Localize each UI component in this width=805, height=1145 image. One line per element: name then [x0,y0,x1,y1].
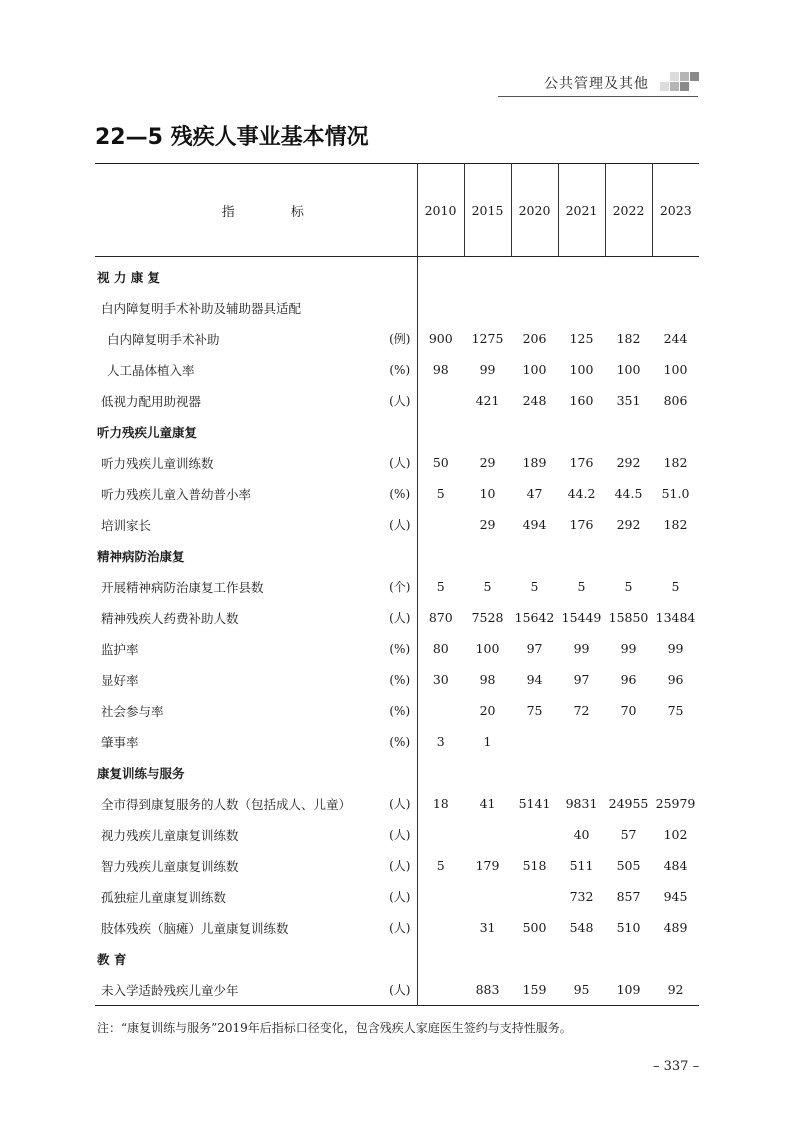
value-cell [417,881,464,912]
value-cell: 732 [569,889,594,904]
table-row [95,571,699,602]
value-cell [605,416,652,447]
section-label: 康复训练与服务 [97,765,185,781]
statistics-table [95,163,699,1006]
value-cell [511,726,558,757]
value-cell: 548 [569,920,594,935]
value-cell: 99 [620,641,637,656]
table-row [95,664,699,695]
value-cell: 99 [667,641,684,656]
unit-label: (人) [389,828,411,842]
indicator-label: 社会参与率 [101,703,164,719]
indicator-label: 听力残疾儿童入普幼普小率 [101,486,252,502]
value-cell: 900 [417,323,464,354]
table-row [95,974,699,1006]
value-cell: 100 [663,362,688,377]
indicator-label: 未入学适龄残疾儿童少年 [101,982,239,998]
value-cell: 292 [616,517,641,532]
value-cell [652,726,699,757]
value-cell [511,943,558,974]
value-cell: 109 [616,982,641,997]
value-cell: 5 [624,579,633,594]
value-cell [417,509,464,540]
unit-label: (%) [389,486,411,501]
section-row [95,540,699,571]
value-cell [417,416,464,447]
value-cell [464,881,511,912]
value-cell: 97 [526,641,543,656]
value-cell [558,292,605,323]
value-cell: 806 [663,393,688,408]
indicator-label: 全市得到康复服务的人数（包括成人、儿童） [101,796,352,812]
value-cell: 883 [475,982,500,997]
section-label: 视 力 康 复 [97,269,161,285]
value-cell [558,257,605,293]
running-head-rule [498,96,698,97]
value-cell: 99 [479,362,496,377]
value-cell: 511 [569,858,594,873]
value-cell [605,292,652,323]
value-cell: 176 [569,517,594,532]
value-cell [605,726,652,757]
unit-label: (%) [389,672,411,687]
unit-label: (人) [389,518,411,532]
value-cell: 182 [663,455,688,470]
value-cell [417,695,464,726]
value-cell: 47 [526,486,543,501]
section-label: 教 育 [97,951,127,967]
value-cell [417,974,464,1006]
value-cell [605,540,652,571]
value-cell: 292 [616,455,641,470]
indicator-header: 指 标 [221,204,330,220]
value-cell: 244 [663,331,688,346]
unit-label [383,540,417,571]
value-cell: 182 [616,331,641,346]
year-header: 2020 [511,164,558,257]
value-cell [464,540,511,571]
indicator-label: 白内障复明手术补助 [107,331,220,347]
value-cell: 494 [522,517,547,532]
value-cell: 100 [616,362,641,377]
value-cell: 44.2 [567,486,596,501]
unit-label [383,416,417,447]
value-cell: 40 [573,827,590,842]
value-cell [511,257,558,293]
value-cell [511,540,558,571]
value-cell: 51.0 [661,486,690,501]
value-cell: 351 [616,393,641,408]
value-cell: 159 [522,982,547,997]
indicator-label: 显好率 [101,672,139,688]
value-cell [511,881,558,912]
value-cell [417,385,464,416]
value-cell: 100 [522,362,547,377]
value-cell: 5 [417,571,464,602]
unit-label: (例) [389,332,411,346]
value-cell [464,416,511,447]
value-cell: 20 [479,703,496,718]
value-cell: 41 [479,796,496,811]
value-cell [464,943,511,974]
value-cell: 24955 [608,796,649,811]
value-cell: 179 [475,858,500,873]
table-row [95,292,699,323]
unit-label [383,943,417,974]
value-cell [417,540,464,571]
value-cell: 484 [663,858,688,873]
value-cell [558,757,605,788]
value-cell: 96 [620,672,637,687]
section-row [95,416,699,447]
value-cell [605,943,652,974]
value-cell: 5141 [518,796,551,811]
indicator-label: 精神残疾人药费补助人数 [101,610,239,626]
indicator-label: 智力残疾儿童康复训练数 [101,858,239,874]
value-cell: 3 [417,726,464,757]
year-header: 2021 [558,164,605,257]
section-row [95,943,699,974]
value-cell: 870 [417,602,464,633]
table-row [95,354,699,385]
value-cell: 176 [569,455,594,470]
value-cell [652,943,699,974]
table-row [95,881,699,912]
unit-label: (人) [389,890,411,904]
value-cell: 72 [573,703,590,718]
unit-label: (%) [389,734,411,749]
value-cell: 7528 [471,610,504,625]
value-cell: 182 [663,517,688,532]
unit-label [383,257,417,293]
value-cell [417,757,464,788]
indicator-label: 低视力配用助视器 [101,393,202,409]
unit-label: (人) [389,921,411,935]
value-cell: 92 [667,982,684,997]
value-cell: 98 [479,672,496,687]
unit-label [383,757,417,788]
indicator-label: 肢体残疾（脑瘫）儿童康复训练数 [101,920,289,936]
value-cell: 18 [417,788,464,819]
indicator-label: 听力残疾儿童训练数 [101,455,214,471]
value-cell: 489 [663,920,688,935]
value-cell: 13484 [655,610,696,625]
value-cell: 15642 [514,610,555,625]
section-row [95,257,699,293]
value-cell: 44.5 [614,486,643,501]
value-cell: 5 [530,579,539,594]
running-head-text: 公共管理及其他 [544,76,649,92]
value-cell: 1 [483,734,492,749]
year-header: 2023 [652,164,699,257]
table-row [95,912,699,943]
year-header: 2010 [417,164,464,257]
value-cell: 505 [616,858,641,873]
value-cell: 95 [573,982,590,997]
section-label: 精神病防治康复 [97,548,185,564]
value-cell: 100 [475,641,500,656]
value-cell: 248 [522,393,547,408]
value-cell [652,292,699,323]
value-cell: 125 [569,331,594,346]
table-row [95,323,699,354]
indicator-label: 白内障复明手术补助及辅助器具适配 [101,300,302,316]
table-body [95,257,699,1006]
indicator-label: 孤独症儿童康复训练数 [101,889,227,905]
indicator-label: 人工晶体植入率 [107,362,195,378]
value-cell: 10 [479,486,496,501]
value-cell: 29 [479,455,496,470]
value-cell [558,416,605,447]
value-cell [417,943,464,974]
table-row [95,633,699,664]
value-cell: 70 [620,703,637,718]
value-cell [652,540,699,571]
value-cell: 30 [417,664,464,695]
value-cell [464,819,511,850]
unit-label: (人) [389,983,411,997]
value-cell [605,757,652,788]
value-cell: 15449 [561,610,602,625]
value-cell: 98 [417,354,464,385]
value-cell: 5 [417,478,464,509]
value-cell: 206 [522,331,547,346]
unit-label: (人) [389,394,411,408]
value-cell: 421 [475,393,500,408]
indicator-label: 培训家长 [101,517,152,533]
indicator-label: 监护率 [101,641,139,657]
table-header-row [95,164,699,257]
value-cell: 510 [616,920,641,935]
table-row [95,385,699,416]
value-cell: 5 [577,579,586,594]
table-row [95,788,699,819]
value-cell [464,757,511,788]
value-cell [464,257,511,293]
value-cell: 29 [479,517,496,532]
section-label: 听力残疾儿童康复 [97,424,198,440]
unit-label: (%) [389,362,411,377]
table-row [95,726,699,757]
value-cell [652,257,699,293]
table-row [95,478,699,509]
unit-label: (%) [389,703,411,718]
section-row [95,757,699,788]
value-cell: 99 [573,641,590,656]
value-cell: 97 [573,672,590,687]
unit-label: (人) [389,859,411,873]
indicator-label: 开展精神病防治康复工作县数 [101,579,264,595]
page-number: – 337 – [653,1059,700,1074]
table-row [95,819,699,850]
value-cell [558,943,605,974]
unit-label [383,292,417,323]
footnote: 注：“康复训练与服务”2019年后指标口径变化，包含残疾人家庭医生签约与支持性服务。 [97,1021,572,1035]
value-cell [511,819,558,850]
value-cell: 500 [522,920,547,935]
value-cell: 857 [616,889,641,904]
value-cell [511,416,558,447]
value-cell: 57 [620,827,637,842]
value-cell: 160 [569,393,594,408]
value-cell: 5 [417,850,464,881]
unit-label: (人) [389,611,411,625]
value-cell: 75 [667,703,684,718]
value-cell [652,757,699,788]
value-cell: 5 [483,579,492,594]
table-row [95,447,699,478]
value-cell: 5 [671,579,680,594]
unit-label: (人) [389,797,411,811]
table-row [95,695,699,726]
value-cell: 518 [522,858,547,873]
value-cell [558,540,605,571]
indicator-label: 视力残疾儿童康复训练数 [101,827,239,843]
value-cell [605,257,652,293]
value-cell: 1275 [471,331,504,346]
running-head [0,62,805,102]
year-header: 2015 [464,164,511,257]
value-cell: 25979 [655,796,696,811]
value-cell [464,292,511,323]
value-cell: 102 [663,827,688,842]
value-cell: 75 [526,703,543,718]
value-cell: 15850 [608,610,649,625]
value-cell [417,292,464,323]
value-cell [417,912,464,943]
value-cell [652,416,699,447]
table-row [95,602,699,633]
indicator-label: 肇事率 [101,734,139,750]
value-cell [511,757,558,788]
unit-label: (个) [389,580,411,594]
value-cell: 94 [526,672,543,687]
value-cell: 31 [479,920,496,935]
unit-label: (%) [389,641,411,656]
value-cell: 189 [522,455,547,470]
value-cell: 80 [417,633,464,664]
value-cell [417,819,464,850]
value-cell [417,257,464,293]
value-cell: 96 [667,672,684,687]
value-cell [511,292,558,323]
table-row [95,850,699,881]
unit-label: (人) [389,456,411,470]
year-header: 2022 [605,164,652,257]
page-title: 22—5 残疾人事业基本情况 [95,125,369,150]
header-decoration-icon [660,70,700,94]
value-cell: 50 [417,447,464,478]
value-cell: 100 [569,362,594,377]
value-cell: 945 [663,889,688,904]
table-row [95,509,699,540]
value-cell: 9831 [565,796,598,811]
value-cell [558,726,605,757]
